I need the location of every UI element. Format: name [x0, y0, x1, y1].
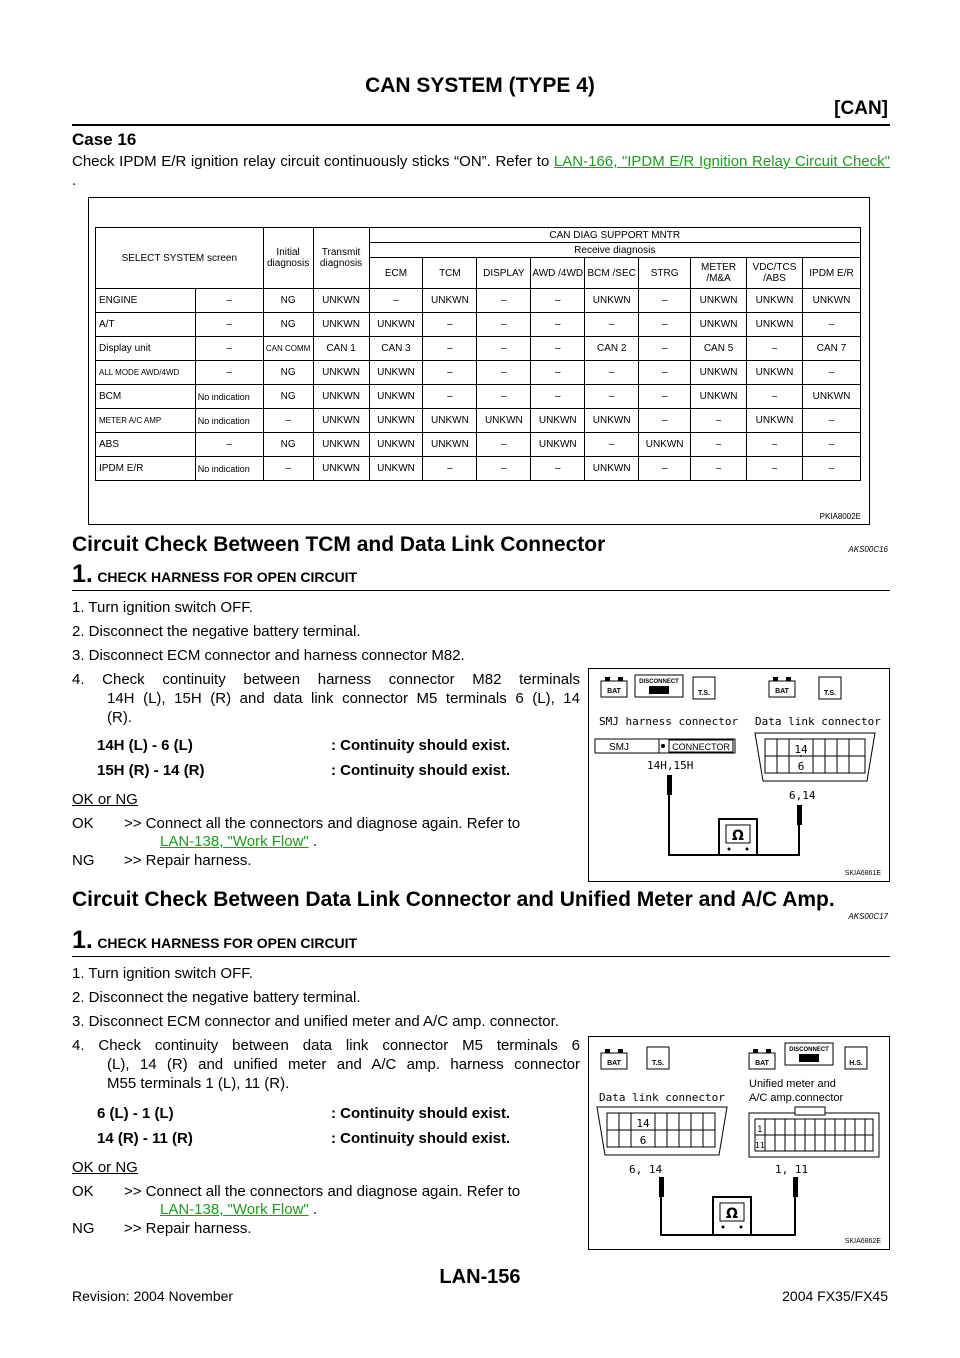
page-number: LAN-156: [439, 1266, 521, 1288]
table-cell: –: [802, 313, 860, 337]
section1-item-4c: (R).: [107, 709, 132, 726]
table-row: [96, 337, 861, 361]
svg-text:14H,15H: 14H,15H: [647, 759, 694, 772]
table-cell: –: [423, 457, 477, 481]
table-cell: UNKWN: [747, 361, 803, 385]
svg-text:T.S.: T.S.: [823, 690, 837, 697]
table-cell: UNKWN: [313, 409, 369, 433]
table-cell: –: [639, 313, 691, 337]
ts-icon: [819, 677, 841, 699]
section2-item-4b: (L), 14 (R) and unified meter and A/C amp. harness connector: [107, 1056, 580, 1073]
section1-title: Circuit Check Between TCM and Data Link Connector: [72, 533, 606, 556]
case-text-body: Check IPDM E/R ignition relay circuit continuously sticks “ON”. Refer to: [72, 153, 554, 170]
case-text: [72, 152, 890, 190]
page-title: CAN SYSTEM (TYPE 4): [365, 74, 595, 97]
transmit-diagnosis-header: Transmit diagnosis: [313, 228, 369, 289]
can-diag-support-header: CAN DIAG SUPPORT MNTR: [369, 228, 860, 243]
svg-text:CONNECTOR: CONNECTOR: [672, 742, 730, 752]
table-cell: –: [195, 433, 263, 457]
step-number: 1.: [72, 926, 93, 954]
table-cell: –: [747, 337, 803, 361]
ok-or-ng: OK or NG: [72, 1159, 138, 1176]
step-rule: [72, 956, 890, 957]
model-text: 2004 FX35/FX45: [782, 1288, 888, 1304]
table-cell: UNKWN: [313, 313, 369, 337]
receive-column-header: AWD /4WD: [531, 258, 585, 289]
table-cell: UNKWN: [531, 433, 585, 457]
step-title: CHECK HARNESS FOR OPEN CIRCUIT: [97, 935, 358, 951]
table-cell: –: [531, 385, 585, 409]
table-cell: –: [747, 457, 803, 481]
table-cell: –: [477, 433, 531, 457]
table-cell: UNKWN: [313, 457, 369, 481]
table-cell: UNKWN: [691, 289, 747, 313]
section1-item-4: 4. Check continuity between harness connector M82 terminals: [72, 671, 580, 688]
disconnect-icon: [635, 675, 683, 697]
table-cell: UNKWN: [585, 409, 639, 433]
table-cell: –: [691, 409, 747, 433]
section2-title: Circuit Check Between Data Link Connector and Unified Meter and A/C Amp.: [72, 888, 835, 911]
receive-column-header: DISPLAY: [477, 258, 531, 289]
section2-item-4c: M55 terminals 1 (L), 11 (R).: [107, 1075, 290, 1092]
table-cell: –: [802, 361, 860, 385]
table-cell: –: [585, 361, 639, 385]
table-row: [96, 289, 861, 313]
table-cell: NG: [263, 361, 313, 385]
receive-column-header: ECM: [369, 258, 423, 289]
table-cell: –: [531, 289, 585, 313]
table-cell: CAN 5: [691, 337, 747, 361]
harness-diagram-2: [589, 1037, 889, 1249]
section1-step: [72, 560, 357, 589]
table-cell: CAN COMM: [263, 337, 313, 361]
section1-item-3: 3. Disconnect ECM connector and harness connector M82.: [72, 647, 465, 664]
harness-figure-1: [588, 668, 890, 882]
section2-item-2: 2. Disconnect the negative battery terminal.: [72, 989, 361, 1006]
section2-item-3: 3. Disconnect ECM connector and unified meter and A/C amp. connector.: [72, 1013, 559, 1030]
table-cell: –: [195, 289, 263, 313]
svg-text:SMJ: SMJ: [609, 742, 629, 753]
ok-suffix: .: [308, 833, 318, 850]
initial-diagnosis-header: Initial diagnosis: [263, 228, 313, 289]
ng-text: >> Repair harness.: [124, 1220, 252, 1237]
table-cell: –: [639, 289, 691, 313]
table-cell: UNKWN: [369, 361, 423, 385]
svg-text:A/C amp.connector: A/C amp.connector: [749, 1092, 844, 1104]
table-cell: UNKWN: [585, 289, 639, 313]
table-cell: UNKWN: [585, 457, 639, 481]
svg-text:T.S.: T.S.: [651, 1060, 665, 1067]
svg-text:14: 14: [636, 1117, 650, 1130]
receive-diagnosis-header: Receive diagnosis: [369, 243, 860, 258]
ok-or-ng: OK or NG: [72, 791, 138, 808]
select-system-header: SELECT SYSTEM screen: [96, 228, 264, 289]
svg-text:1, 11: 1, 11: [775, 1163, 809, 1176]
ok-text: >> Connect all the connectors and diagnose again. Refer to: [124, 815, 521, 832]
continuity-1-pins: 14H (L) - 6 (L): [97, 737, 193, 754]
table-cell: –: [477, 385, 531, 409]
svg-text:Data link connector: Data link connector: [599, 1091, 725, 1104]
table-cell: UNKWN: [477, 409, 531, 433]
ts-icon: [693, 677, 715, 699]
ng-text: >> Repair harness.: [124, 852, 252, 869]
table-cell: CAN 3: [369, 337, 423, 361]
figure-id: PKIA8002E: [819, 512, 861, 521]
system-name: BCM: [96, 385, 196, 409]
ok-label: OK: [72, 1183, 94, 1200]
revision-text: Revision: 2004 November: [72, 1288, 234, 1304]
figure-id: SKIA6862E: [844, 1238, 881, 1245]
header-rule: [72, 124, 890, 126]
svg-text:Unified meter and: Unified meter and: [749, 1078, 836, 1090]
table-cell: CAN 2: [585, 337, 639, 361]
svg-text:6: 6: [797, 760, 805, 773]
table-cell: UNKWN: [747, 289, 803, 313]
system-name: ENGINE: [96, 289, 196, 313]
harness-figure-2: [588, 1036, 890, 1250]
table-cell: –: [802, 433, 860, 457]
table-cell: UNKWN: [747, 313, 803, 337]
svg-text:14: 14: [794, 743, 808, 756]
table-cell: –: [531, 337, 585, 361]
table-cell: –: [195, 313, 263, 337]
continuity-1-result: : Continuity should exist.: [331, 737, 511, 754]
table-cell: CAN 7: [802, 337, 860, 361]
system-name: Display unit: [96, 337, 196, 361]
continuity-2-pins: 14 (R) - 11 (R): [97, 1130, 193, 1147]
step-number: 1.: [72, 560, 93, 588]
case-link[interactable]: LAN-166, "IPDM E/R Ignition Relay Circuit Check": [553, 153, 890, 170]
receive-column-header: BCM /SEC: [585, 258, 639, 289]
ng-label: NG: [72, 1220, 95, 1237]
table-cell: UNKWN: [802, 289, 860, 313]
table-cell: No indication: [195, 457, 263, 481]
table-cell: NG: [263, 313, 313, 337]
section2-item-1: 1. Turn ignition switch OFF.: [72, 965, 253, 982]
figure-id: SKIA6861E: [844, 870, 881, 877]
table-cell: CAN 1: [313, 337, 369, 361]
table-cell: UNKWN: [313, 361, 369, 385]
receive-column-header: STRG: [639, 258, 691, 289]
table-cell: UNKWN: [639, 433, 691, 457]
table-row: [96, 361, 861, 385]
table-cell: UNKWN: [691, 361, 747, 385]
table-cell: –: [477, 313, 531, 337]
table-cell: UNKWN: [313, 289, 369, 313]
table-row: [96, 433, 861, 457]
table-cell: UNKWN: [423, 433, 477, 457]
table-cell: UNKWN: [747, 409, 803, 433]
section2-item-4: 4. Check continuity between data link connector M5 terminals 6: [72, 1037, 580, 1054]
can-diag-table: [95, 227, 861, 481]
table-cell: –: [531, 457, 585, 481]
continuity-2-pins: 15H (R) - 14 (R): [97, 762, 205, 779]
section1-item-4b: 14H (L), 15H (R) and data link connector M5 terminals 6 (L), 14: [107, 690, 580, 707]
table-cell: UNKWN: [423, 289, 477, 313]
case-text-suffix: .: [72, 172, 77, 189]
table-cell: UNKWN: [802, 385, 860, 409]
case-title: Case 16: [72, 130, 137, 149]
svg-text:BAT: BAT: [775, 688, 789, 695]
table-cell: –: [639, 385, 691, 409]
table-cell: –: [477, 337, 531, 361]
table-cell: –: [263, 457, 313, 481]
table-cell: –: [423, 313, 477, 337]
ng-label: NG: [72, 852, 95, 869]
diag-table-figure: [88, 197, 870, 525]
system-name: A/T: [96, 313, 196, 337]
table-cell: No indication: [195, 409, 263, 433]
system-name: ALL MODE AWD/4WD: [96, 361, 196, 385]
table-cell: UNKWN: [369, 433, 423, 457]
table-cell: –: [691, 433, 747, 457]
table-cell: –: [585, 313, 639, 337]
svg-text:BAT: BAT: [607, 688, 621, 695]
table-cell: UNKWN: [369, 457, 423, 481]
battery-icon: [769, 677, 795, 697]
table-cell: UNKWN: [691, 313, 747, 337]
ohm-icon: Ω: [726, 1206, 738, 1222]
svg-text:11: 11: [755, 1141, 765, 1150]
continuity-1-result: : Continuity should exist.: [331, 1105, 511, 1122]
receive-column-header: METER /M&A: [691, 258, 747, 289]
battery-icon: [749, 1049, 775, 1069]
continuity-1-pins: 6 (L) - 1 (L): [97, 1105, 174, 1122]
table-cell: UNKWN: [423, 409, 477, 433]
table-cell: –: [369, 289, 423, 313]
table-cell: –: [585, 433, 639, 457]
receive-column-header: VDC/TCS /ABS: [747, 258, 803, 289]
svg-text:BAT: BAT: [607, 1060, 621, 1067]
svg-text:SMJ harness connector: SMJ harness connector: [599, 715, 739, 728]
table-cell: –: [195, 337, 263, 361]
ts-icon: [647, 1047, 669, 1069]
svg-text:6: 6: [639, 1134, 647, 1147]
section-tag: [CAN]: [834, 98, 888, 119]
table-cell: NG: [263, 289, 313, 313]
table-cell: –: [263, 409, 313, 433]
battery-icon: [601, 1049, 627, 1069]
table-cell: UNKWN: [369, 313, 423, 337]
table-cell: UNKWN: [369, 409, 423, 433]
disconnect-icon: [785, 1043, 833, 1065]
system-name: IPDM E/R: [96, 457, 196, 481]
table-cell: NG: [263, 385, 313, 409]
ok-suffix: .: [308, 1201, 318, 1218]
svg-text:6, 14: 6, 14: [629, 1163, 663, 1176]
table-cell: UNKWN: [313, 433, 369, 457]
table-cell: NG: [263, 433, 313, 457]
work-flow-link[interactable]: LAN-138, "Work Flow": [160, 1201, 309, 1218]
table-cell: –: [802, 457, 860, 481]
work-flow-link[interactable]: LAN-138, "Work Flow": [160, 833, 309, 850]
svg-text:DISCONNECT: DISCONNECT: [639, 679, 679, 685]
table-cell: UNKWN: [369, 385, 423, 409]
table-cell: No indication: [195, 385, 263, 409]
step-title: CHECK HARNESS FOR OPEN CIRCUIT: [97, 569, 358, 585]
table-cell: –: [195, 361, 263, 385]
table-cell: –: [423, 361, 477, 385]
table-row: [96, 313, 861, 337]
continuity-2-result: : Continuity should exist.: [331, 1130, 511, 1147]
table-cell: UNKWN: [531, 409, 585, 433]
svg-text:H.S.: H.S.: [849, 1060, 863, 1067]
ok-label: OK: [72, 815, 94, 832]
table-cell: –: [531, 313, 585, 337]
table-cell: –: [747, 433, 803, 457]
table-cell: –: [639, 409, 691, 433]
svg-text:Data link connector: Data link connector: [755, 715, 881, 728]
table-cell: –: [585, 385, 639, 409]
table-row: [96, 385, 861, 409]
table-cell: –: [639, 337, 691, 361]
table-cell: –: [639, 457, 691, 481]
svg-text:BAT: BAT: [755, 1060, 769, 1067]
step-rule: [72, 590, 890, 591]
svg-text:T.S.: T.S.: [697, 690, 711, 697]
ohm-icon: Ω: [732, 828, 744, 844]
receive-column-header: TCM: [423, 258, 477, 289]
table-cell: –: [477, 289, 531, 313]
table-cell: –: [477, 361, 531, 385]
hs-icon: [845, 1047, 867, 1069]
table-cell: –: [477, 457, 531, 481]
system-name: ABS: [96, 433, 196, 457]
section1-code: AKS00C16: [848, 545, 888, 554]
table-cell: –: [423, 337, 477, 361]
system-name: METER A/C AMP: [96, 409, 196, 433]
table-cell: –: [423, 385, 477, 409]
svg-text:6,14: 6,14: [789, 789, 816, 802]
table-cell: UNKWN: [313, 385, 369, 409]
ok-text: >> Connect all the connectors and diagnose again. Refer to: [124, 1183, 521, 1200]
table-cell: UNKWN: [691, 385, 747, 409]
section2-step: [72, 926, 357, 955]
section2-code: AKS00C17: [848, 912, 888, 921]
table-row: [96, 409, 861, 433]
table-cell: –: [747, 385, 803, 409]
table-row: [96, 457, 861, 481]
table-cell: –: [531, 361, 585, 385]
section1-item-2: 2. Disconnect the negative battery terminal.: [72, 623, 361, 640]
table-cell: –: [691, 457, 747, 481]
svg-text:DISCONNECT: DISCONNECT: [789, 1047, 829, 1053]
svg-text:1: 1: [757, 1125, 763, 1135]
section1-item-1: 1. Turn ignition switch OFF.: [72, 599, 253, 616]
table-cell: –: [802, 409, 860, 433]
table-cell: –: [639, 361, 691, 385]
continuity-2-result: : Continuity should exist.: [331, 762, 511, 779]
harness-diagram-1: [589, 669, 889, 881]
receive-column-header: IPDM E/R: [802, 258, 860, 289]
battery-icon: [601, 677, 627, 697]
